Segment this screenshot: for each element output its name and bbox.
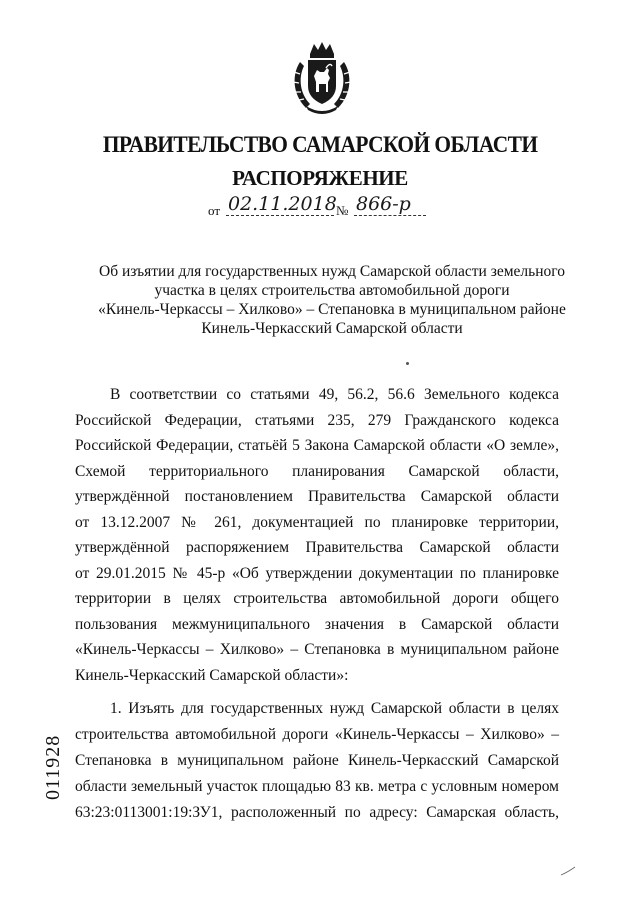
date-prefix: от (208, 203, 221, 218)
body-line: Кинель-Черкасский Самарской области»: (75, 666, 349, 684)
body-line: В соответствии со статьями 49, 56.2, 56.6 Земельного кодекса (110, 386, 559, 403)
pen-mark-icon (560, 866, 576, 876)
document-subject (60, 262, 604, 338)
body-line: Российской Федерации, статьёй 5 Закона Самарской области «О земле», (75, 437, 559, 454)
date-value: 02.11.2018 (228, 193, 337, 215)
number-value: 866-р (356, 193, 411, 215)
body-line: утверждённой распоряжением Правительства Самарской области (75, 539, 559, 556)
body-line: утверждённой постановлением Правительства Самарской области (75, 488, 559, 505)
body-line: 63:23:0113001:19:ЗУ1, расположенный по адресу: Самарская область, (75, 804, 559, 821)
subject-line: Кинель-Черкасский Самарской области (201, 320, 463, 337)
number-prefix: № (336, 203, 349, 218)
body-line: пользования межмуниципального значения в Самарской области (75, 615, 559, 633)
body-line: территории в целях строительства автомобильной дороги общего (75, 590, 559, 607)
stray-dot (406, 362, 409, 365)
body-line: строительства автомобильной дороги «Кинель-Черкассы – Хилково» – (75, 726, 559, 743)
subject-line: «Кинель-Черкассы – Хилково» – Степановка в муниципальном районе (98, 301, 566, 318)
body-line: 1. Изъять для государственных нужд Самарской области в целях (110, 700, 559, 717)
body-line: «Кинель-Черкассы – Хилково» – Степановка в муниципальном районе (75, 641, 559, 658)
serial-number: 011928 (42, 734, 64, 800)
document-kind: РАСПОРЯЖЕНИЕ (232, 166, 408, 190)
body-line: от 29.01.2015 № 45-р «Об утверждении документации по планировке (75, 564, 559, 582)
coat-of-arms-icon (286, 40, 358, 116)
subject-line: участка в целях строительства автомобильной дороги (154, 282, 510, 299)
body-line: Степановка в муниципальном районе Кинель-Черкасский Самарской (75, 752, 559, 769)
date-number-line (206, 195, 446, 219)
date-underline (226, 215, 334, 216)
subject-line: Об изъятии для государственных нужд Самарской области земельного (99, 263, 565, 280)
body-line: области земельный участок площадью 83 кв. метра с условным номером (75, 778, 559, 795)
body-line: от 13.12.2007 № 261, документацией по планировке территории, (75, 513, 559, 531)
body-line: Российской Федерации, статьями 235, 279 Гражданского кодекса (75, 411, 559, 429)
number-underline (354, 215, 426, 216)
body-line: Схемой территориального планирования Самарской области, (75, 462, 559, 480)
government-title: ПРАВИТЕЛЬСТВО САМАРСКОЙ ОБЛАСТИ (102, 132, 538, 157)
